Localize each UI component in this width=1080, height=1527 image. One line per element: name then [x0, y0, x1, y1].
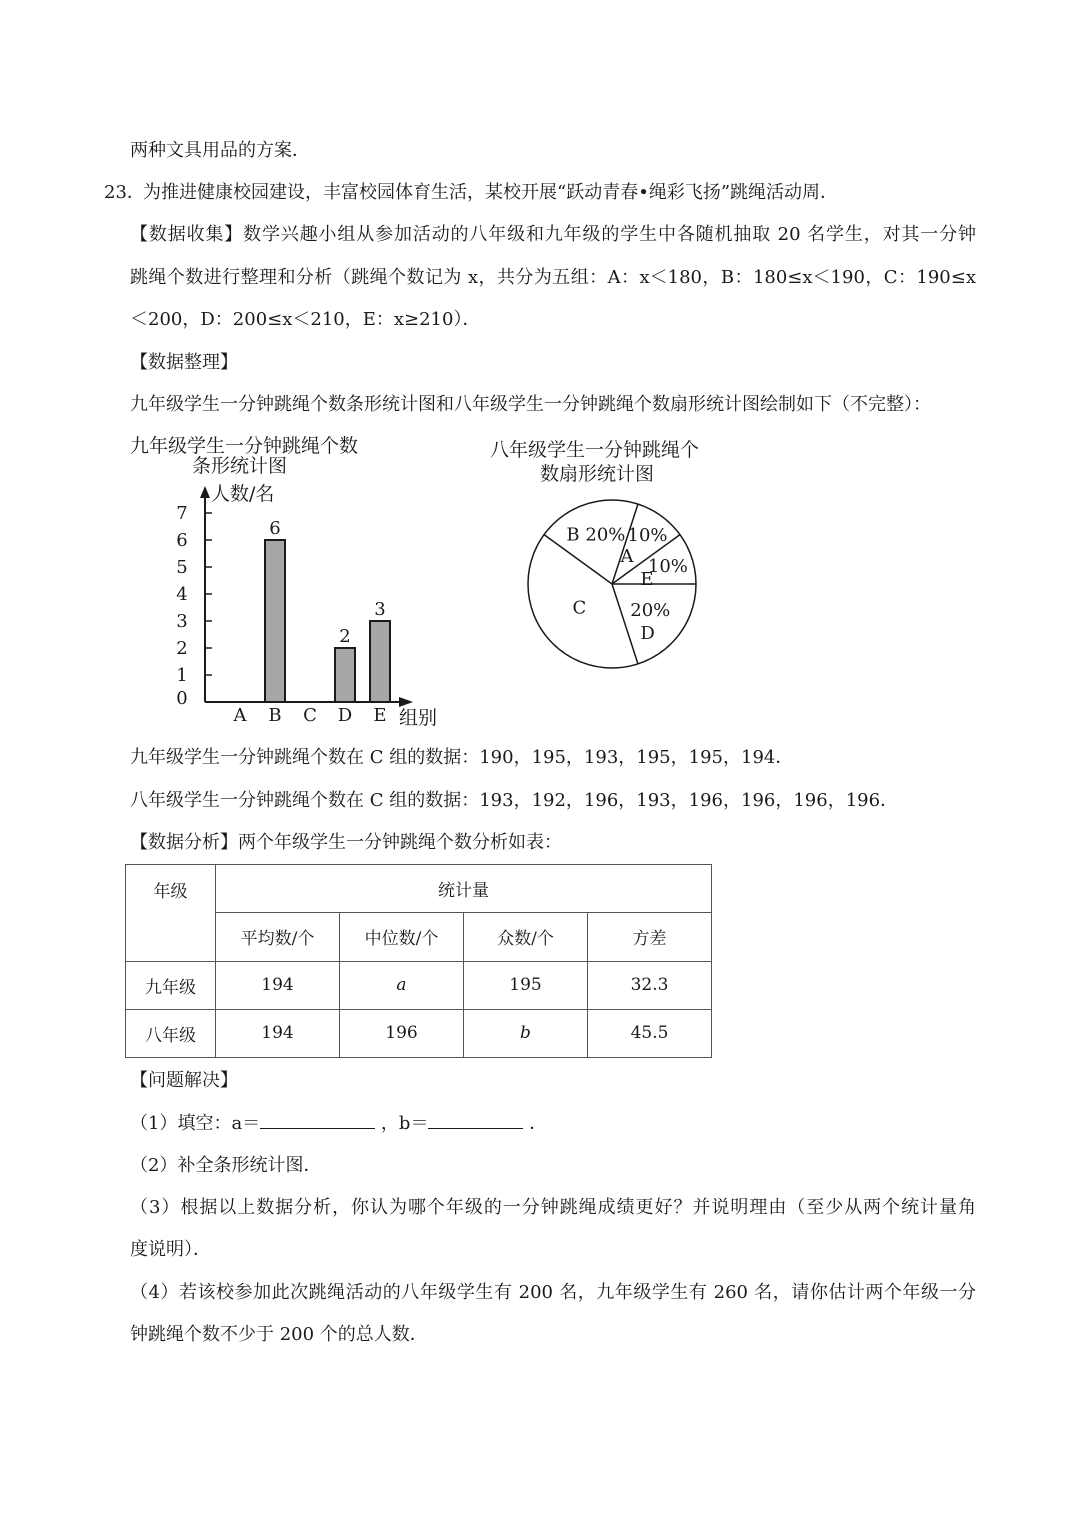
- fill-blank-line: [130, 1110, 547, 1137]
- chart-title: 数扇形统计图: [540, 463, 655, 485]
- section-heading: 【数据分析】两个年级学生一分钟跳绳个数分析如表：: [130, 832, 562, 853]
- y-tick-label: 7: [176, 503, 188, 524]
- text-line: （4）若该校参加此次跳绳活动的八年级学生有 200 名，九年级学生有 260 名，请你估计两个年级一分: [130, 1282, 976, 1303]
- y-tick-label: 3: [176, 611, 188, 632]
- section-heading: 【数据整理】: [130, 352, 238, 373]
- text-line: 九年级学生一分钟跳绳个数在 C 组的数据：190，195，193，195，195，194．: [130, 747, 794, 768]
- y-axis-label: 人数/名: [211, 483, 275, 505]
- table-row: [126, 1009, 712, 1057]
- pie-slice-name: A: [620, 545, 634, 567]
- table-cell: b: [464, 1009, 588, 1057]
- pie-marks: [528, 500, 696, 668]
- table-header-stats: 统计量: [216, 865, 712, 913]
- pie-slice-label: B 20%: [566, 524, 626, 546]
- table-column-header: 方差: [588, 913, 712, 961]
- table-header-grade: 年级: [126, 865, 216, 962]
- text-line: 跳绳个数进行整理和分析（跳绳个数记为 x，共分为五组：A：x＜180，B：180≤x＜190，C：190≤x: [130, 267, 976, 288]
- table-cell: a: [340, 961, 464, 1009]
- text-line: 八年级学生一分钟跳绳个数在 C 组的数据：193，192，196，193，196，196，196，196．: [130, 790, 899, 811]
- y-tick-label: 0: [176, 688, 188, 709]
- bar: [370, 621, 390, 702]
- table-column-header: 平均数/个: [216, 913, 340, 961]
- question-number: 23．: [104, 182, 145, 203]
- table-row: [126, 961, 712, 1009]
- y-tick-label: 4: [176, 584, 188, 605]
- chart-title: 条形统计图: [192, 455, 288, 477]
- answer-blank-b[interactable]: [428, 1110, 523, 1129]
- bar-chart: [125, 432, 455, 732]
- table-column-header: 中位数/个: [340, 913, 464, 961]
- bar: [335, 648, 355, 702]
- pie-slice-name: C: [572, 597, 587, 619]
- text-line: 钟跳绳个数不少于 200 个的总人数．: [130, 1324, 428, 1345]
- x-tick-label: E: [373, 705, 387, 726]
- stats-table: [125, 864, 712, 1058]
- table-cell: 195: [464, 961, 588, 1009]
- y-axis-arrow: [200, 486, 210, 498]
- y-tick-label: 6: [176, 530, 188, 551]
- chart-title: 九年级学生一分钟跳绳个数: [130, 435, 359, 457]
- table-cell: 194: [216, 1009, 340, 1057]
- text-line: ＜200，D：200≤x＜210，E：x≥210）．: [130, 309, 481, 330]
- bar-data-label: 6: [269, 518, 281, 539]
- pie-slice-name: D: [640, 622, 655, 644]
- table-cell-grade: 九年级: [126, 961, 216, 1009]
- text-fragment: ．: [529, 1113, 548, 1134]
- x-axis-label: 组别: [399, 707, 438, 729]
- table-column-header: 众数/个: [464, 913, 588, 961]
- bar-data-label: 2: [339, 626, 351, 647]
- x-tick-label: B: [268, 705, 282, 726]
- y-tick-label: 2: [176, 638, 188, 659]
- x-tick-label: D: [337, 705, 353, 726]
- pie-slice-value: 10%: [647, 555, 688, 577]
- text-fragment: （1）填空：a＝: [130, 1113, 261, 1134]
- pie-slice-value: 10%: [627, 525, 668, 547]
- text-line: 九年级学生一分钟跳绳个数条形统计图和八年级学生一分钟跳绳个数扇形统计图绘制如下（不完整）：: [130, 394, 931, 415]
- table-cell: 196: [340, 1009, 464, 1057]
- section-heading: 【问题解决】: [130, 1070, 238, 1091]
- y-tick-label: 5: [176, 557, 188, 578]
- bar: [265, 540, 285, 702]
- text-line: （2）补全条形统计图．: [130, 1155, 322, 1176]
- pie-chart: [480, 432, 740, 677]
- x-axis-arrow: [399, 697, 413, 707]
- bar-data-label: 3: [374, 599, 386, 620]
- text-fragment: ，b＝: [380, 1113, 429, 1134]
- answer-blank-a[interactable]: [260, 1110, 375, 1129]
- pie-slice-name: E: [640, 569, 654, 591]
- question-intro: 为推进健康校园建设，丰富校园体育生活，某校开展“跃动青春•绳彩飞扬”跳绳活动周．: [143, 182, 839, 203]
- text-line: 度说明）．: [130, 1239, 211, 1260]
- text-line: （3）根据以上数据分析，你认为哪个年级的一分钟跳绳成绩更好？并说明理由（至少从两个统计量角: [130, 1197, 976, 1218]
- bar-marks: [265, 518, 390, 702]
- table-cell: 45.5: [588, 1009, 712, 1057]
- x-tick-label: A: [233, 705, 247, 726]
- table-cell-grade: 八年级: [126, 1009, 216, 1057]
- x-tick-label: C: [303, 705, 317, 726]
- chart-title: 八年级学生一分钟跳绳个: [490, 439, 700, 461]
- text-line: 两种文具用品的方案．: [130, 140, 310, 161]
- y-tick-label: 1: [176, 665, 188, 686]
- table-cell: 194: [216, 961, 340, 1009]
- pie-slice-value: 20%: [630, 599, 671, 621]
- table-cell: 32.3: [588, 961, 712, 1009]
- text-line: 【数据收集】数学兴趣小组从参加活动的八年级和九年级的学生中各随机抽取 20 名学生，对其一分钟: [130, 224, 976, 245]
